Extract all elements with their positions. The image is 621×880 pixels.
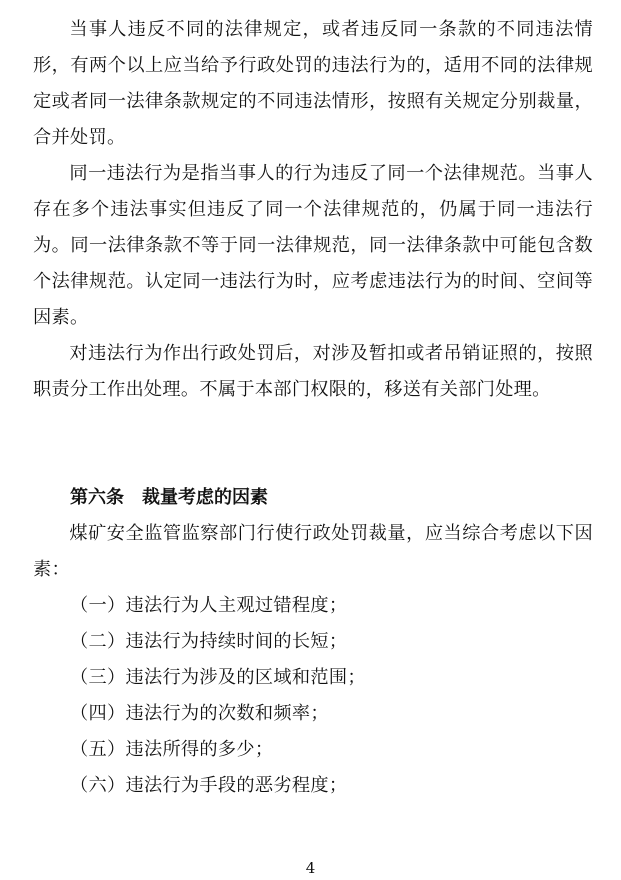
factor-item: （三）违法行为涉及的区域和范围； bbox=[70, 667, 366, 688]
factor-item: （一）违法行为人主观过错程度； bbox=[70, 595, 348, 616]
page-number: 4 bbox=[305, 859, 316, 877]
factor-item: （二）违法行为持续时间的长短； bbox=[70, 631, 348, 652]
factor-item: （四）违法行为的次数和频率； bbox=[70, 703, 329, 724]
article-6-intro: 煤矿安全监管监察部门行使行政处罚裁量，应当综合考虑以下因素： bbox=[33, 523, 593, 580]
paragraph-same-violation-definition: 同一违法行为是指当事人的行为违反了同一个法律规范。当事人存在多个违法事实但违反了同一个法律规范的，仍属于同一违法行为。同一法律条款不等于同一法律规范，同一法律条款中可能包含数个法律规范。认定同一违法行为时，应考虑违法行为的时间、空间等因素。 bbox=[33, 163, 593, 328]
factor-item: （五）违法所得的多少； bbox=[70, 739, 274, 760]
article-6-heading: 第六条 裁量考虑的因素 bbox=[70, 487, 268, 508]
factor-list bbox=[70, 588, 366, 804]
paragraph-merged-penalties: 当事人违反不同的法律规定，或者违反同一条款的不同违法情形，有两个以上应当给予行政处罚的违法行为的，适用不同的法律规定或者同一法律条款规定的不同违法情形，按照有关规定分别裁量，合并处罚。 bbox=[33, 19, 593, 148]
paragraph-license-handling: 对违法行为作出行政处罚后，对涉及暂扣或者吊销证照的，按照职责分工作出处理。不属于本部门权限的，移送有关部门处理。 bbox=[33, 343, 593, 400]
factor-item: （六）违法行为手段的恶劣程度； bbox=[70, 775, 348, 796]
